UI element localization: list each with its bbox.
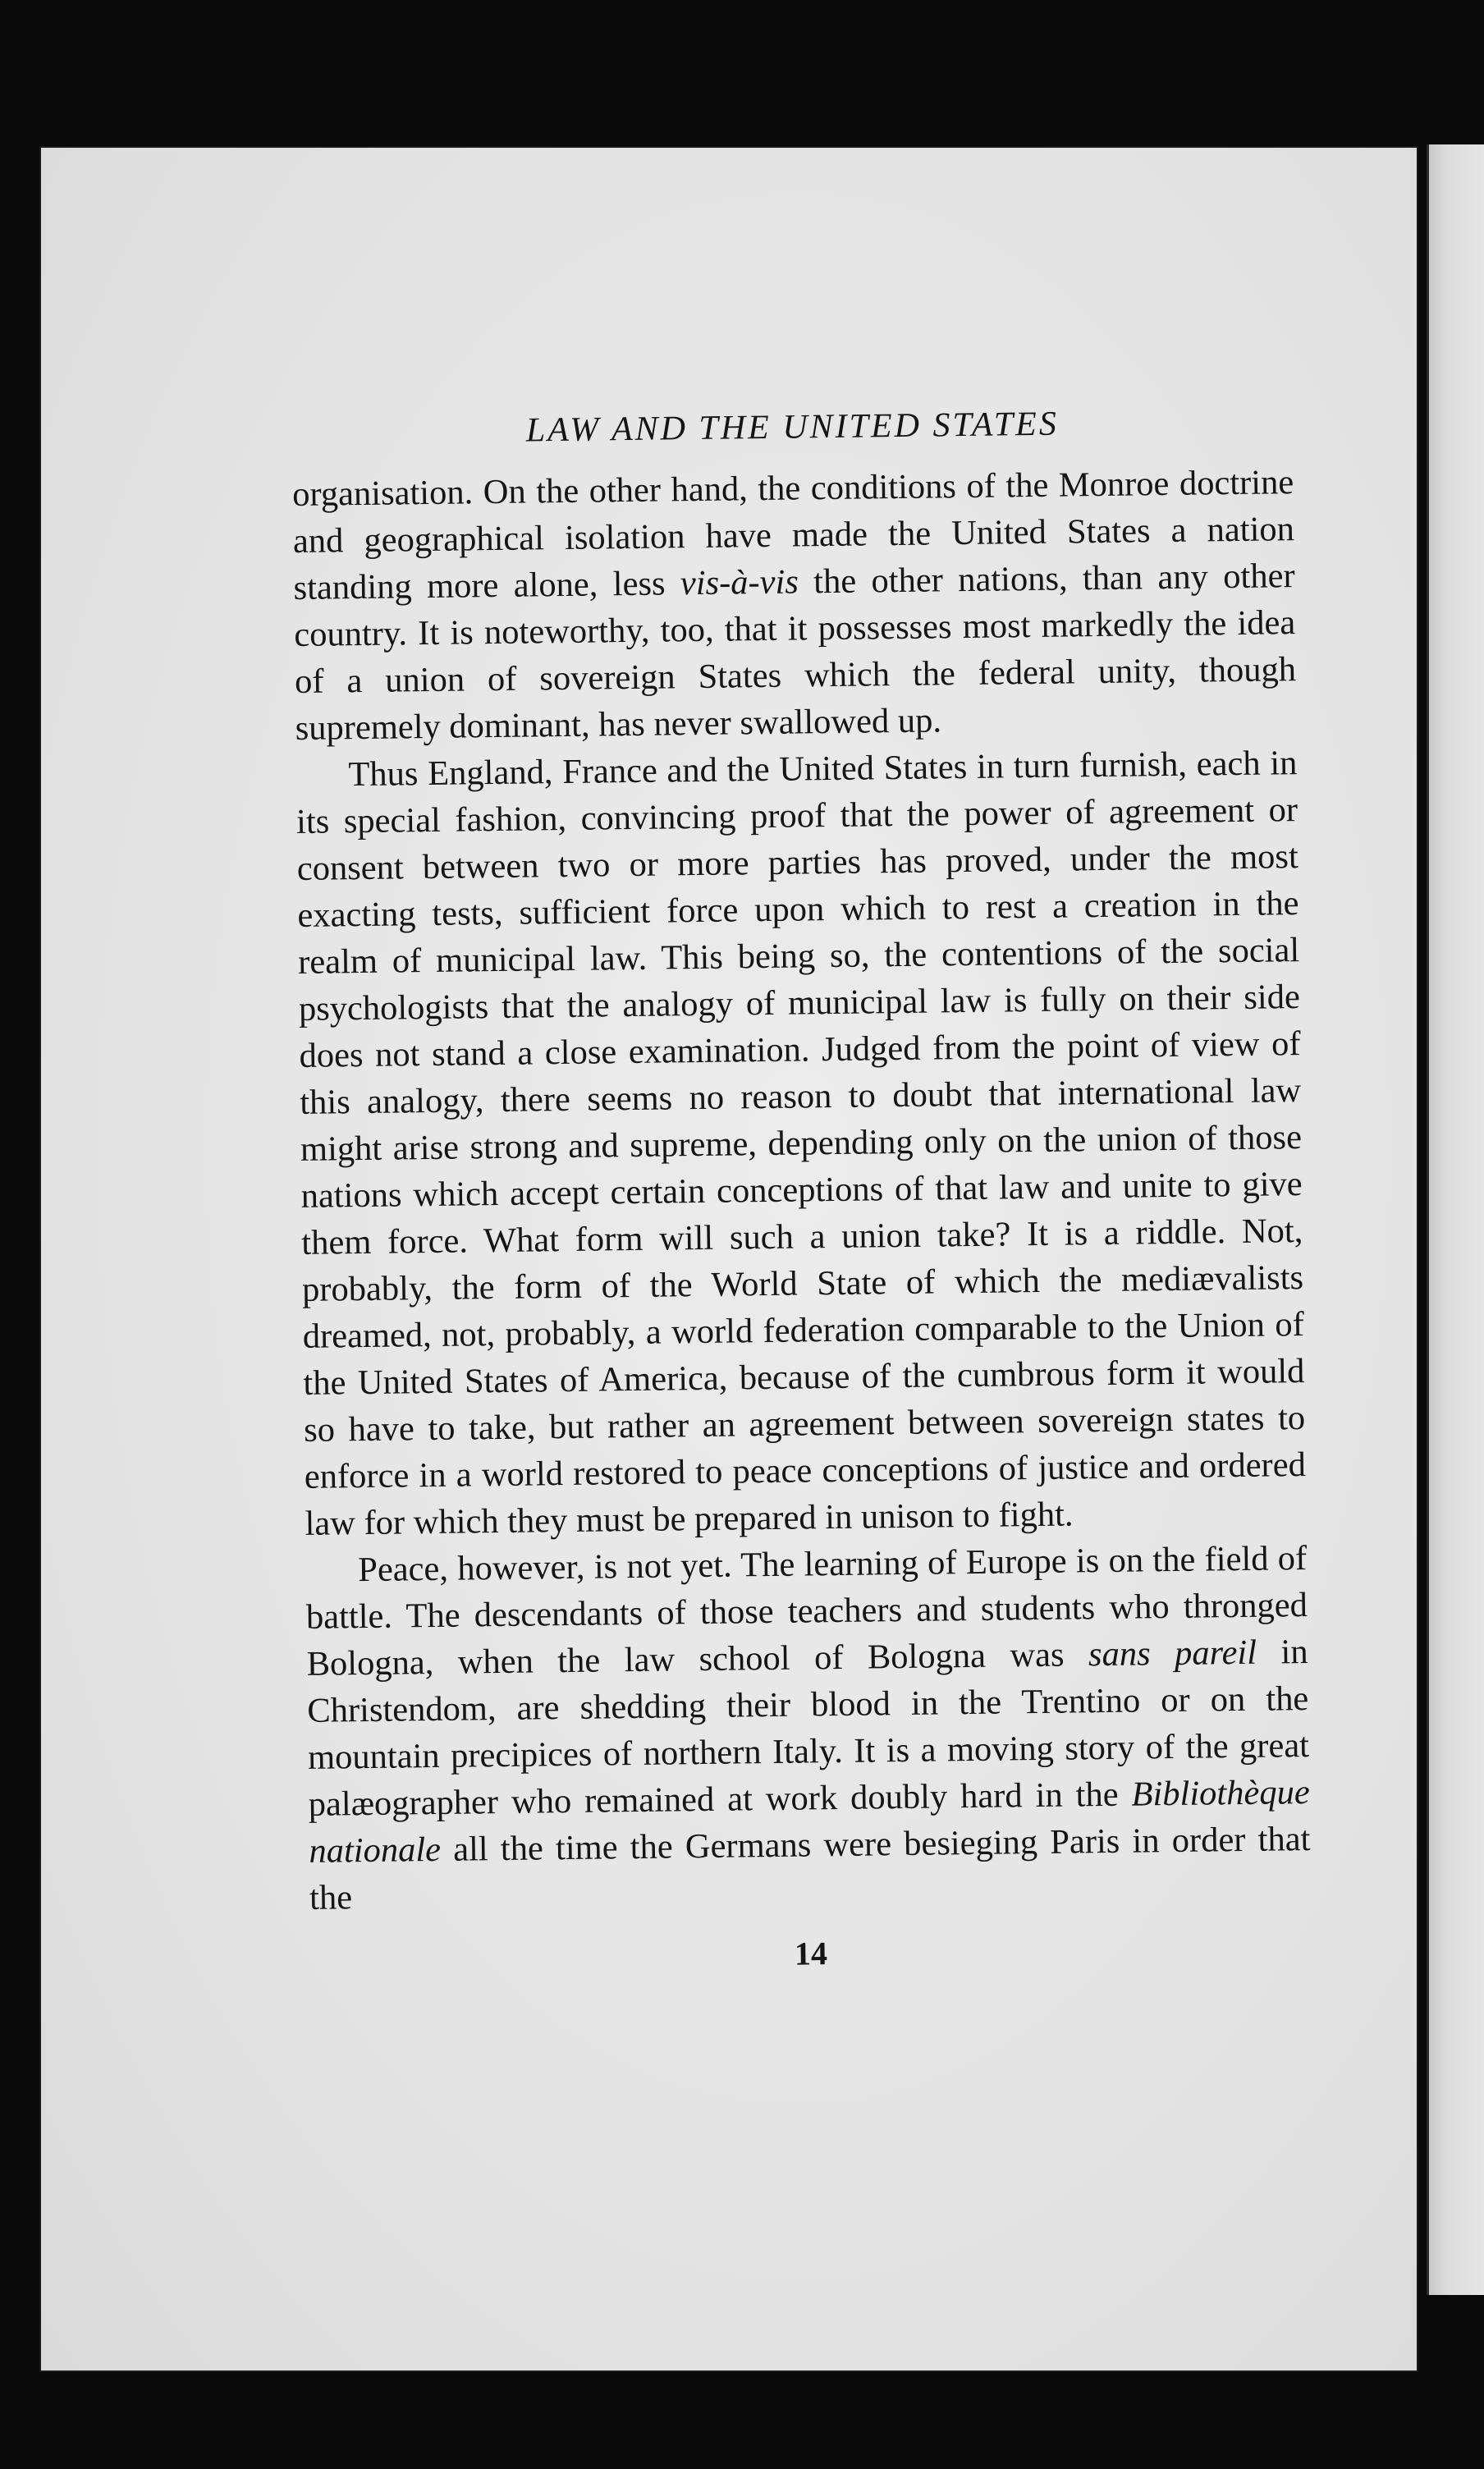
- text-run: organisation. On the other hand, the conditions of the Monroe doctrine and geographical isolation have made the United States a nation standing more alone, less: [291, 463, 1295, 607]
- book-page: [41, 148, 1417, 2371]
- running-head: LAW AND THE UNITED STATES: [525, 405, 1060, 450]
- text-run: Thus England, France and the United States in turn furnish, each in its special fashion, convincing proof that the power of agreement or consent between two or more parties has proved, under the most exacting tests, sufficient force upon which to rest a creation in the realm of municipal law. This being so, the contentions of the social psychologists that the analogy of municipal law is fully on their side does not stand a close examination. Judged from the point of view of this analogy, there seems no reason to doubt that international law might arise strong and supreme, depending only on the union of those nations which accept certain conceptions of that law and unite to give them force. What form will such a union take? It is a riddle. Not, probably, the form of the World State of which the mediævalists dreamed, not, probably, a world federation comparable to the Union of the United States of America, because of the cumbrous form it would so have to take, but rather an agreement between sovereign states to enforce in a world restored to peace conceptions of justice and ordered law for which they must be prepared in unison to fight.: [295, 744, 1307, 1543]
- paragraph-1: [292, 459, 1297, 752]
- facing-page-edge: [1427, 144, 1484, 2295]
- page-number: 14: [794, 1935, 828, 1972]
- text-run: all the time the Germans were besieging Paris in order that the: [309, 1819, 1311, 1917]
- italic-phrase: Bibliothèque nationale: [309, 1772, 1310, 1871]
- text-run: the other nations, than any other country. It is noteworthy, too, that it possesses most markedly the idea of a union of sovereign States which the federal unity, though supremely dominant, has never swallowed up.: [294, 557, 1297, 748]
- paragraph-2: [295, 740, 1307, 1547]
- italic-phrase: vis-à-vis: [680, 562, 799, 603]
- text-run: Peace, however, is not yet. The learning of Europe is on the field of battle. The descendants of those teachers and students who thronged Bologna, when the law school of Bologna was: [305, 1538, 1308, 1683]
- page-text-block: [291, 398, 1312, 1981]
- text-run: in Christendom, are shedding their blood in the Trentino or on the mountain precipices of northern Italy. It is a moving story of the great palæographer who remained at work doubly hard in the: [307, 1632, 1310, 1824]
- paragraph-3: [305, 1535, 1311, 1922]
- italic-phrase: sans pareil: [1088, 1633, 1257, 1674]
